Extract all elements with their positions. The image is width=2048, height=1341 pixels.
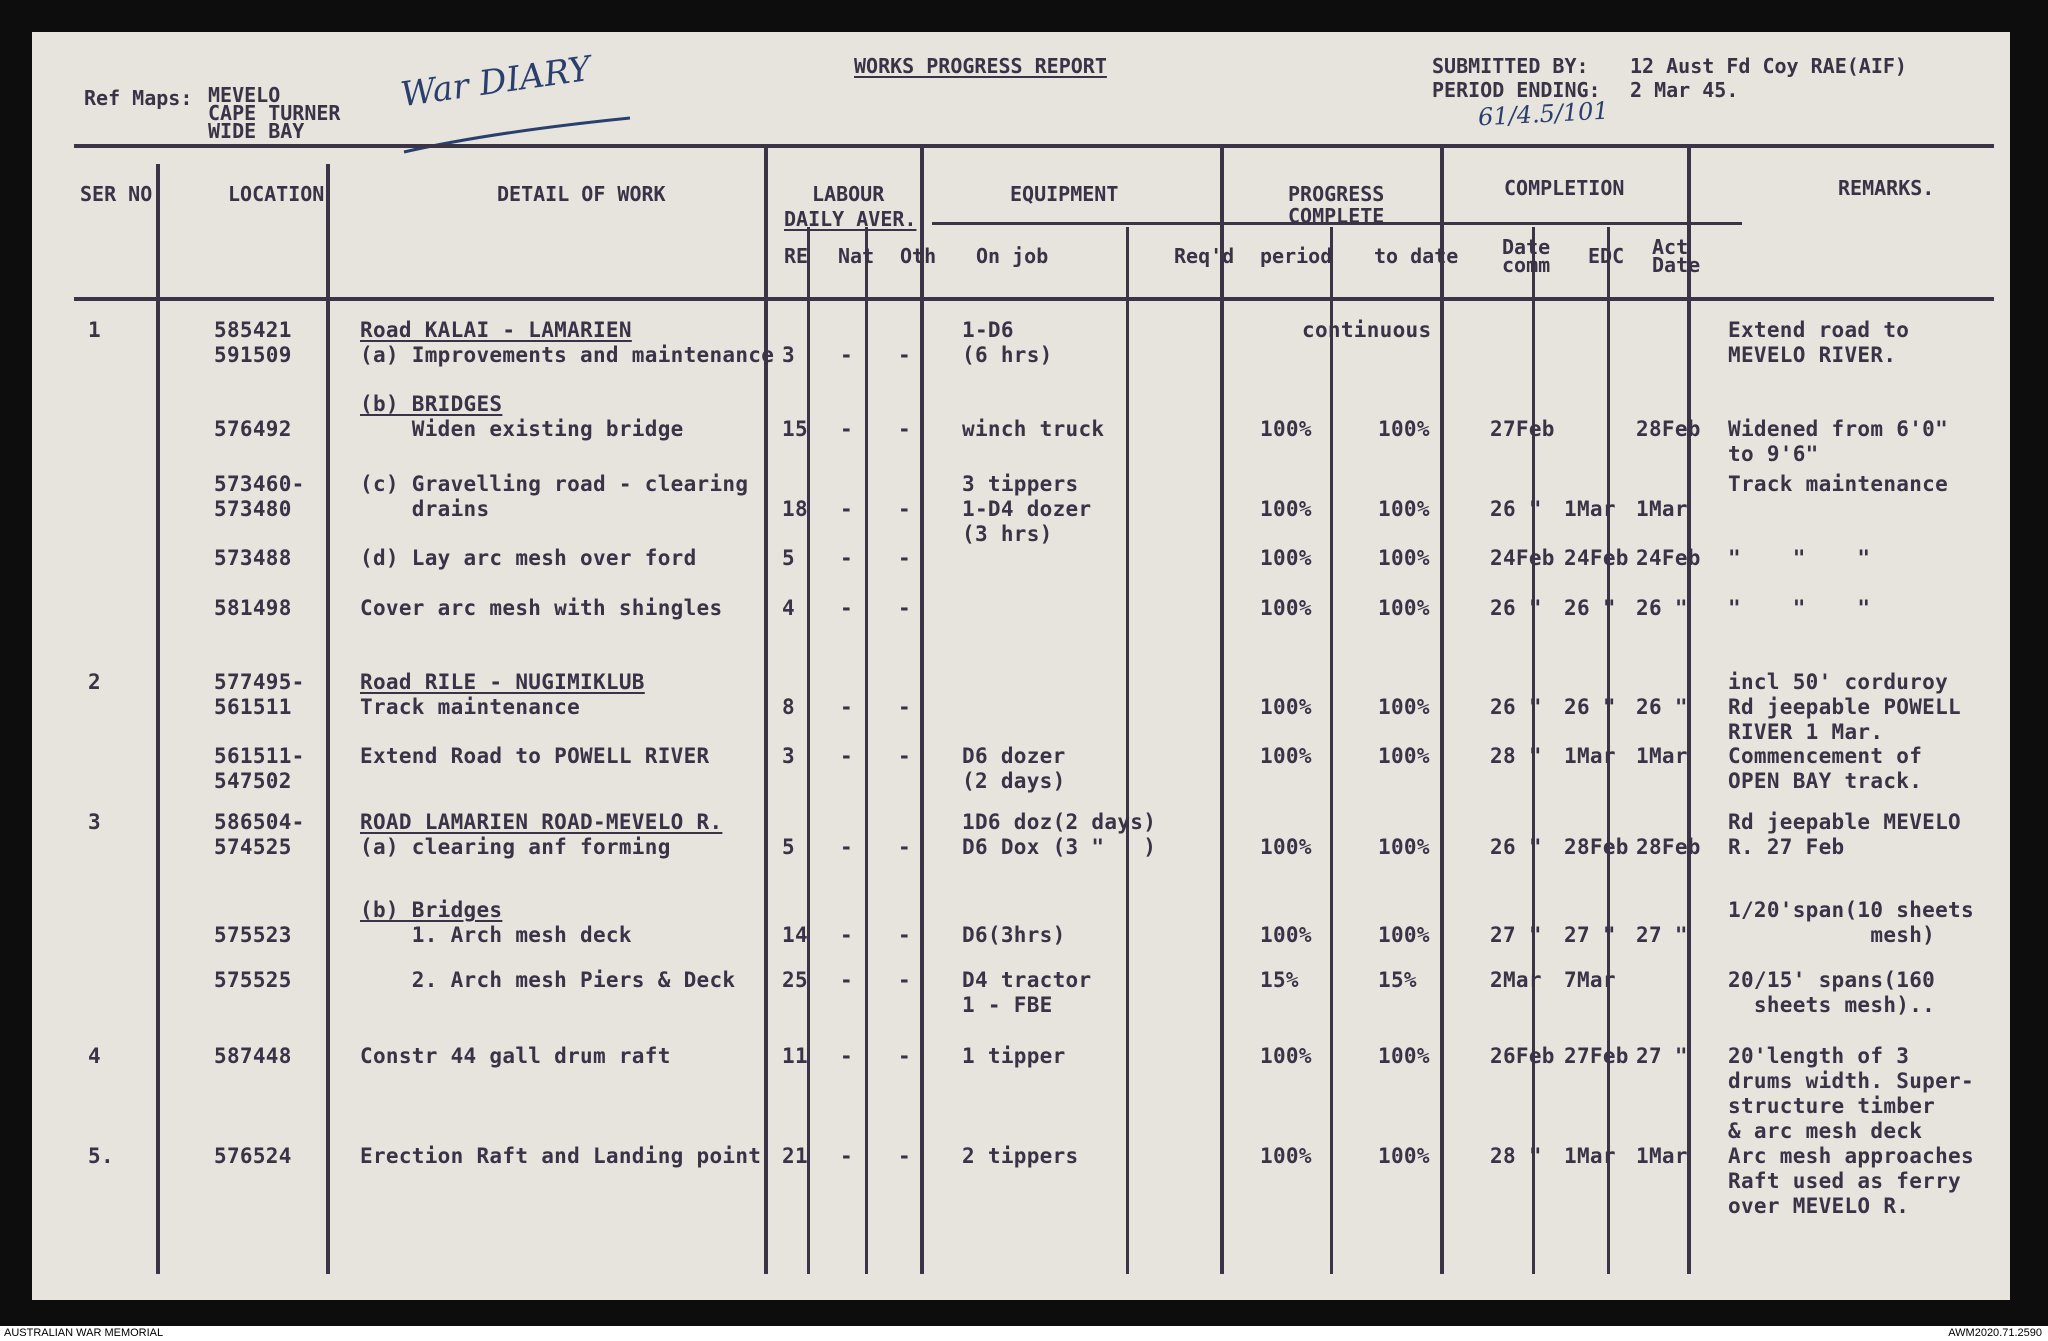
progress-period: 100% bbox=[1260, 695, 1312, 719]
equipment-item: 2 tippers bbox=[962, 1144, 1079, 1168]
location-ref: 586504- bbox=[214, 810, 305, 834]
report-title: WORKS PROGRESS REPORT bbox=[854, 54, 1107, 78]
work-detail: Extend Road to POWELL RIVER bbox=[360, 744, 710, 768]
completion-act-date: 26 " bbox=[1636, 695, 1688, 719]
location-ref: 575525 bbox=[214, 968, 292, 992]
ref-maps-label: Ref Maps: bbox=[84, 86, 193, 110]
completion-date-comm: 26 " bbox=[1490, 695, 1542, 719]
completion-edc: 27Feb bbox=[1564, 1044, 1629, 1068]
remarks-line: Raft used as ferry bbox=[1728, 1169, 1961, 1193]
ser-no: 5. bbox=[88, 1144, 114, 1168]
completion-date-comm: 24Feb bbox=[1490, 546, 1555, 570]
progress-to-date: 100% bbox=[1378, 744, 1430, 768]
location-ref: 576524 bbox=[214, 1144, 292, 1168]
footer-source: AUSTRALIAN WAR MEMORIAL bbox=[4, 1327, 164, 1339]
work-detail: Constr 44 gall drum raft bbox=[360, 1044, 671, 1068]
col-rule-labour bbox=[920, 144, 924, 1274]
completion-act-date: 26 " bbox=[1636, 596, 1688, 620]
labour-re: 4 bbox=[782, 596, 795, 620]
handwritten-reference: 61/4.5/101 bbox=[1477, 96, 1610, 132]
remarks-line: incl 50' corduroy bbox=[1728, 670, 1949, 694]
ref-map-1: MEVELO bbox=[208, 83, 281, 107]
col-header-detail: DETAIL OF WORK bbox=[497, 182, 666, 206]
completion-edc: 1Mar bbox=[1564, 497, 1616, 521]
work-detail: (c) Gravelling road - clearing bbox=[360, 472, 749, 496]
col-rule-detail bbox=[764, 144, 768, 1274]
completion-edc: 24Feb bbox=[1564, 546, 1629, 570]
completion-edc: 27 " bbox=[1564, 923, 1616, 947]
location-ref: 575523 bbox=[214, 923, 292, 947]
completion-date-comm: 28 " bbox=[1490, 744, 1542, 768]
equipment-item: 3 tippers bbox=[962, 472, 1079, 496]
labour-nat: - bbox=[840, 923, 853, 947]
table-header-rule bbox=[74, 297, 1994, 301]
work-detail-sub: (a) clearing anf forming bbox=[360, 835, 671, 859]
col-rule-nat bbox=[865, 227, 868, 1274]
submitted-by-value: 12 Aust Fd Coy RAE(AIF) bbox=[1630, 54, 1907, 78]
progress-period: 15% bbox=[1260, 968, 1299, 992]
labour-oth: - bbox=[898, 744, 911, 768]
labour-oth: - bbox=[898, 497, 911, 521]
completion-act-date: 1Mar bbox=[1636, 497, 1688, 521]
work-detail: 2. Arch mesh Piers & Deck bbox=[360, 968, 736, 992]
location-ref: 577495- bbox=[214, 670, 305, 694]
remarks-line: structure timber bbox=[1728, 1094, 1936, 1118]
completion-act-date: 1Mar bbox=[1636, 744, 1688, 768]
completion-date-comm: 26 " bbox=[1490, 497, 1542, 521]
progress-period: 100% bbox=[1260, 497, 1312, 521]
location-ref: 573460- bbox=[214, 472, 305, 496]
handwritten-underline bbox=[402, 110, 642, 160]
completion-act-date: 27 " bbox=[1636, 923, 1688, 947]
progress-to-date: 100% bbox=[1378, 835, 1430, 859]
col-rule-onjob bbox=[1126, 227, 1129, 1274]
completion-act-date: 28Feb bbox=[1636, 835, 1701, 859]
col-rule-location bbox=[326, 164, 330, 1274]
progress-period: 100% bbox=[1260, 546, 1312, 570]
sub-header-act: Act bbox=[1652, 235, 1689, 259]
location-ref: 587448 bbox=[214, 1044, 292, 1068]
labour-nat: - bbox=[840, 835, 853, 859]
remarks-line: Widened from 6'0" bbox=[1728, 417, 1949, 441]
ser-no: 1 bbox=[88, 318, 101, 342]
ref-map-2: CAPE TURNER bbox=[208, 101, 341, 125]
progress-period: 100% bbox=[1260, 596, 1312, 620]
remarks-line: R. 27 Feb bbox=[1728, 835, 1845, 859]
equipment-item: (6 hrs) bbox=[962, 343, 1053, 367]
completion-date-comm: 27 " bbox=[1490, 923, 1542, 947]
labour-nat: - bbox=[840, 417, 853, 441]
completion-act-date: 1Mar bbox=[1636, 1144, 1688, 1168]
labour-re: 14 bbox=[782, 923, 808, 947]
ser-no: 2 bbox=[88, 670, 101, 694]
remarks-line: 1/20'span(10 sheets bbox=[1728, 898, 1974, 922]
remarks-line: over MEVELO R. bbox=[1728, 1194, 1910, 1218]
labour-oth: - bbox=[898, 417, 911, 441]
sub-header-act-date: Date bbox=[1652, 253, 1701, 277]
col-rule-re bbox=[807, 227, 810, 1274]
labour-re: 5 bbox=[782, 546, 795, 570]
progress-period: 100% bbox=[1260, 417, 1312, 441]
sub-header-on-job: On job bbox=[976, 244, 1049, 268]
labour-oth: - bbox=[898, 546, 911, 570]
progress-to-date: 100% bbox=[1378, 923, 1430, 947]
footer-accession: AWM2020.71.2590 bbox=[1948, 1327, 2042, 1339]
equipment-item: 1 tipper bbox=[962, 1044, 1066, 1068]
period-ending-value: 2 Mar 45. bbox=[1630, 78, 1739, 102]
equipment-item: D6 dozer bbox=[962, 744, 1066, 768]
sub-header-period: period bbox=[1260, 244, 1333, 268]
labour-nat: - bbox=[840, 968, 853, 992]
sub-header-to-date: to date bbox=[1374, 244, 1459, 268]
remarks-line: Arc mesh approaches bbox=[1728, 1144, 1974, 1168]
remarks-line: OPEN BAY track. bbox=[1728, 769, 1923, 793]
labour-oth: - bbox=[898, 343, 911, 367]
col-header-labour-2: DAILY AVER. bbox=[784, 207, 917, 231]
progress-to-date: 100% bbox=[1378, 1144, 1430, 1168]
completion-edc: 1Mar bbox=[1564, 744, 1616, 768]
remarks-line: mesh) bbox=[1728, 923, 1936, 947]
work-detail: Road RILE - NUGIMIKLUB bbox=[360, 670, 645, 694]
sub-header-comm: comm bbox=[1502, 253, 1551, 277]
progress-period: 100% bbox=[1260, 1044, 1312, 1068]
remarks-line: Rd jeepable MEVELO bbox=[1728, 810, 1961, 834]
footer-bar bbox=[0, 1326, 2048, 1341]
completion-edc: 26 " bbox=[1564, 596, 1616, 620]
remarks-line: drums width. Super- bbox=[1728, 1069, 1974, 1093]
remarks-line: 20/15' spans(160 bbox=[1728, 968, 1936, 992]
labour-oth: - bbox=[898, 835, 911, 859]
labour-re: 5 bbox=[782, 835, 795, 859]
location-ref: 591509 bbox=[214, 343, 292, 367]
equipment-item: (2 days) bbox=[962, 769, 1066, 793]
work-detail-sub: Track maintenance bbox=[360, 695, 581, 719]
location-ref: 573488 bbox=[214, 546, 292, 570]
col-rule-equipment bbox=[1220, 144, 1224, 1274]
work-detail: ROAD LAMARIEN ROAD-MEVELO R. bbox=[360, 810, 723, 834]
equipment-item: D6(3hrs) bbox=[962, 923, 1066, 947]
completion-act-date: 24Feb bbox=[1636, 546, 1701, 570]
progress-to-date: 100% bbox=[1378, 695, 1430, 719]
progress-period: continuous bbox=[1302, 318, 1432, 342]
equipment-item: D4 tractor bbox=[962, 968, 1092, 992]
remarks-line: Rd jeepable POWELL bbox=[1728, 695, 1961, 719]
labour-nat: - bbox=[840, 343, 853, 367]
labour-nat: - bbox=[840, 695, 853, 719]
work-detail-sub: drains bbox=[360, 497, 490, 521]
location-ref: 561511- bbox=[214, 744, 305, 768]
labour-oth: - bbox=[898, 968, 911, 992]
remarks-line: " " " bbox=[1728, 546, 1871, 570]
labour-re: 15 bbox=[782, 417, 808, 441]
ref-map-3: WIDE BAY bbox=[208, 119, 305, 143]
equipment-item: 1-D4 dozer bbox=[962, 497, 1092, 521]
progress-to-date: 100% bbox=[1378, 497, 1430, 521]
equipment-item: winch truck bbox=[962, 417, 1105, 441]
col-header-location: LOCATION bbox=[228, 182, 325, 206]
completion-edc: 7Mar bbox=[1564, 968, 1616, 992]
col-header-progress-2: COMPLETE bbox=[1288, 204, 1385, 228]
labour-oth: - bbox=[898, 1044, 911, 1068]
ser-no: 4 bbox=[88, 1044, 101, 1068]
labour-re: 25 bbox=[782, 968, 808, 992]
remarks-line: & arc mesh deck bbox=[1728, 1119, 1923, 1143]
work-detail: Cover arc mesh with shingles bbox=[360, 596, 723, 620]
labour-nat: - bbox=[840, 1144, 853, 1168]
progress-period: 100% bbox=[1260, 744, 1312, 768]
work-detail: (d) Lay arc mesh over ford bbox=[360, 546, 697, 570]
labour-re: 3 bbox=[782, 343, 795, 367]
labour-re: 21 bbox=[782, 1144, 808, 1168]
completion-date-comm: 26 " bbox=[1490, 835, 1542, 859]
completion-edc: 26 " bbox=[1564, 695, 1616, 719]
completion-date-comm: 26Feb bbox=[1490, 1044, 1555, 1068]
location-ref: 573480 bbox=[214, 497, 292, 521]
work-detail: Road KALAI - LAMARIEN bbox=[360, 318, 632, 342]
remarks-line: sheets mesh).. bbox=[1728, 993, 1936, 1017]
document-page bbox=[32, 32, 2010, 1300]
location-ref: 585421 bbox=[214, 318, 292, 342]
sub-header-reqd: Req'd bbox=[1174, 244, 1235, 268]
completion-date-comm: 26 " bbox=[1490, 596, 1542, 620]
equipment-item: (3 hrs) bbox=[962, 522, 1053, 546]
labour-nat: - bbox=[840, 1044, 853, 1068]
labour-oth: - bbox=[898, 1144, 911, 1168]
location-ref: 576492 bbox=[214, 417, 292, 441]
work-detail-sub: Widen existing bridge bbox=[360, 417, 684, 441]
labour-nat: - bbox=[840, 497, 853, 521]
period-ending-label: PERIOD ENDING: bbox=[1432, 78, 1601, 102]
equipment-item: D6 Dox (3 " ) bbox=[962, 835, 1157, 859]
work-detail: (b) Bridges bbox=[360, 898, 503, 922]
location-ref: 574525 bbox=[214, 835, 292, 859]
sub-header-date: Date bbox=[1502, 235, 1551, 259]
remarks-line: RIVER 1 Mar. bbox=[1728, 720, 1884, 744]
sub-header-nat: Nat bbox=[838, 244, 875, 268]
work-detail: Erection Raft and Landing point bbox=[360, 1144, 762, 1168]
sub-header-edc: EDC bbox=[1588, 244, 1625, 268]
progress-to-date: 100% bbox=[1378, 1044, 1430, 1068]
progress-to-date: 100% bbox=[1378, 417, 1430, 441]
completion-date-comm: 27Feb bbox=[1490, 417, 1555, 441]
labour-nat: - bbox=[840, 744, 853, 768]
labour-nat: - bbox=[840, 546, 853, 570]
labour-nat: - bbox=[840, 596, 853, 620]
col-header-completion: COMPLETION bbox=[1504, 176, 1625, 200]
submitted-by-label: SUBMITTED BY: bbox=[1432, 54, 1589, 78]
remarks-line: " " " bbox=[1728, 596, 1871, 620]
progress-to-date: 100% bbox=[1378, 546, 1430, 570]
completion-edc: 28Feb bbox=[1564, 835, 1629, 859]
col-rule-period bbox=[1330, 227, 1333, 1274]
remarks-line: 20'length of 3 bbox=[1728, 1044, 1910, 1068]
table-top-rule bbox=[74, 144, 1994, 148]
remarks-line: to 9'6" bbox=[1728, 442, 1819, 466]
col-rule-ser bbox=[156, 164, 160, 1274]
equipment-item: 1-D6 bbox=[962, 318, 1014, 342]
completion-date-comm: 28 " bbox=[1490, 1144, 1542, 1168]
completion-act-date: 28Feb bbox=[1636, 417, 1701, 441]
labour-re: 18 bbox=[782, 497, 808, 521]
progress-period: 100% bbox=[1260, 835, 1312, 859]
col-rule-progress bbox=[1440, 144, 1444, 1274]
col-header-progress: PROGRESS bbox=[1288, 182, 1385, 206]
col-header-ser: SER NO bbox=[80, 182, 153, 206]
completion-edc: 1Mar bbox=[1564, 1144, 1616, 1168]
completion-act-date: 27 " bbox=[1636, 1044, 1688, 1068]
sub-header-re: RE bbox=[784, 244, 809, 268]
remarks-line: MEVELO RIVER. bbox=[1728, 343, 1897, 367]
col-header-remarks: REMARKS. bbox=[1838, 176, 1935, 200]
equipment-item: 1D6 doz(2 days) bbox=[962, 810, 1157, 834]
progress-to-date: 15% bbox=[1378, 968, 1417, 992]
labour-re: 3 bbox=[782, 744, 795, 768]
progress-to-date: 100% bbox=[1378, 596, 1430, 620]
ser-no: 3 bbox=[88, 810, 101, 834]
location-ref: 561511 bbox=[214, 695, 292, 719]
labour-oth: - bbox=[898, 596, 911, 620]
work-detail: (b) BRIDGES bbox=[360, 392, 503, 416]
progress-period: 100% bbox=[1260, 923, 1312, 947]
sub-header-oth: Oth bbox=[900, 244, 937, 268]
remarks-line: Extend road to bbox=[1728, 318, 1910, 342]
remarks-line: Track maintenance bbox=[1728, 472, 1949, 496]
labour-oth: - bbox=[898, 923, 911, 947]
labour-re: 8 bbox=[782, 695, 795, 719]
location-ref: 547502 bbox=[214, 769, 292, 793]
handwritten-title: War DIARY bbox=[398, 48, 594, 116]
labour-re: 11 bbox=[782, 1044, 808, 1068]
location-ref: 581498 bbox=[214, 596, 292, 620]
progress-period: 100% bbox=[1260, 1144, 1312, 1168]
col-header-equipment: EQUIPMENT bbox=[1010, 182, 1119, 206]
remarks-line: Commencement of bbox=[1728, 744, 1923, 768]
completion-date-comm: 2Mar bbox=[1490, 968, 1542, 992]
col-header-labour: LABOUR bbox=[812, 182, 885, 206]
equipment-item: 1 - FBE bbox=[962, 993, 1053, 1017]
labour-oth: - bbox=[898, 695, 911, 719]
work-detail-sub: (a) Improvements and maintenance bbox=[360, 343, 775, 367]
work-detail-sub: 1. Arch mesh deck bbox=[360, 923, 632, 947]
